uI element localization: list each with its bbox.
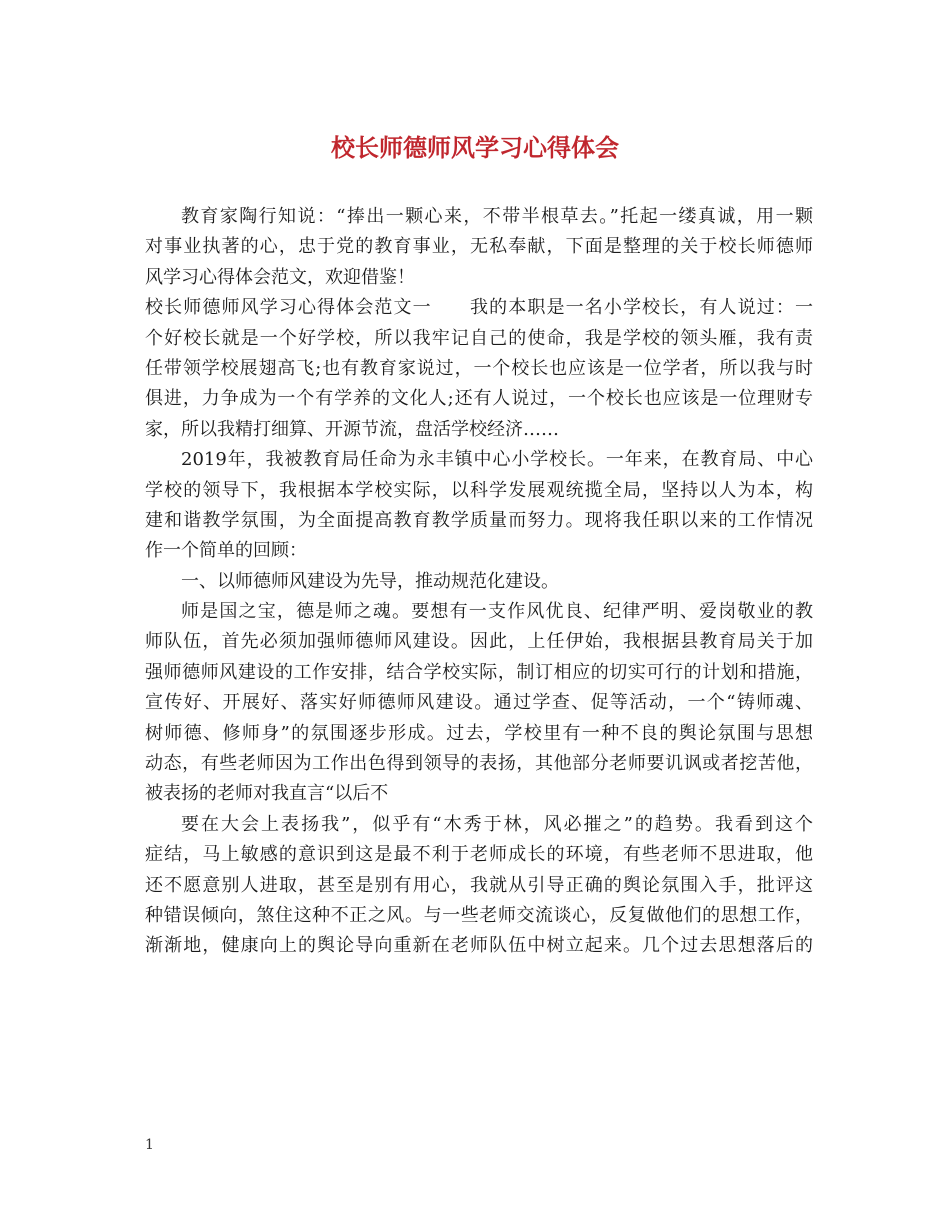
text-line: 校长师德师风学习心得体会范文一 我的本职是一名小学校长，有人说过：一 — [145, 297, 813, 319]
text-line: 树师德、修师身”的氛围逐步形成。过去，学校里有一种不良的舆论氛围与思想 — [145, 722, 813, 744]
text-line: 俱进，力争成为一个有学养的文化人;还有人说过，一个校长也应该是一位理财专 — [145, 388, 813, 410]
text-line: 个好校长就是一个好学校，所以我牢记自己的使命，我是学校的领头雁，我有责 — [145, 327, 813, 349]
text-line: 渐渐地，健康向上的舆论导向重新在老师队伍中树立起来。几个过去思想落后的 — [145, 935, 813, 957]
text-line: 宣传好、开展好、落实好师德师风建设。通过学查、促等活动，一个“铸师魂、 — [145, 692, 813, 714]
text-line: 动态，有些老师因为工作出色得到领导的表扬，其他部分老师要讥讽或者挖苦他， — [145, 753, 813, 775]
document-title: 校长师德师风学习心得体会 — [331, 134, 619, 162]
text-line: 师队伍，首先必须加强师德师风建设。因此，上任伊始，我根据县教育局关于加 — [145, 631, 813, 653]
page-number: 1 — [145, 1137, 154, 1153]
text-line: 要在大会上表扬我”，似乎有“木秀于林，风必摧之”的趋势。我看到这个 — [181, 813, 813, 835]
text-line: 教育家陶行知说：“捧出一颗心来，不带半根草去。”托起一缕真诚，用一颗 — [181, 206, 813, 227]
text-line: 症结，马上敏感的意识到这是最不利于老师成长的环境，有些老师不思进取，他 — [145, 844, 813, 866]
text-line: 师是国之宝，德是师之魂。要想有一支作风优良、纪律严明、爱岗敬业的教 — [181, 601, 813, 623]
text-line: 建和谐教学氛围，为全面提高教育教学质量而努力。现将我任职以来的工作情况 — [145, 509, 813, 531]
text-line: 强师德师风建设的工作安排，结合学校实际，制订相应的切实可行的计划和措施， — [145, 661, 813, 683]
text-line: 任带领学校展翅高飞;也有教育家说过，一个校长也应该是一位学者，所以我与时 — [145, 357, 813, 379]
text-line: 还不愿意别人进取，甚至是别有用心，我就从引导正确的舆论氛围入手，批评这 — [145, 874, 813, 896]
text-line: 2019年，我被教育局任命为永丰镇中心小学校长。一年来，在教育局、中心 — [181, 449, 813, 471]
text-line: 被表扬的老师对我直言“以后不 — [145, 783, 389, 805]
text-line: 家，所以我精打细算、开源节流，盘活学校经济…… — [145, 418, 559, 440]
text-line: 对事业执著的心，忠于党的教育事业，无私奉献，下面是整理的关于校长师德师 — [145, 236, 813, 258]
text-line: 学校的领导下，我根据本学校实际，以科学发展观统揽全局，坚持以人为本，构 — [145, 479, 813, 501]
document-body — [145, 202, 813, 962]
text-line: 一、以师德师风建设为先导，推动规范化建设。 — [181, 570, 559, 592]
text-line: 种错误倾向，煞住这种不正之风。与一些老师交流谈心，反复做他们的思想工作， — [145, 904, 813, 926]
text-line: 风学习心得体会范文，欢迎借鉴！ — [145, 266, 415, 288]
text-line: 作一个简单的回顾： — [145, 540, 307, 562]
